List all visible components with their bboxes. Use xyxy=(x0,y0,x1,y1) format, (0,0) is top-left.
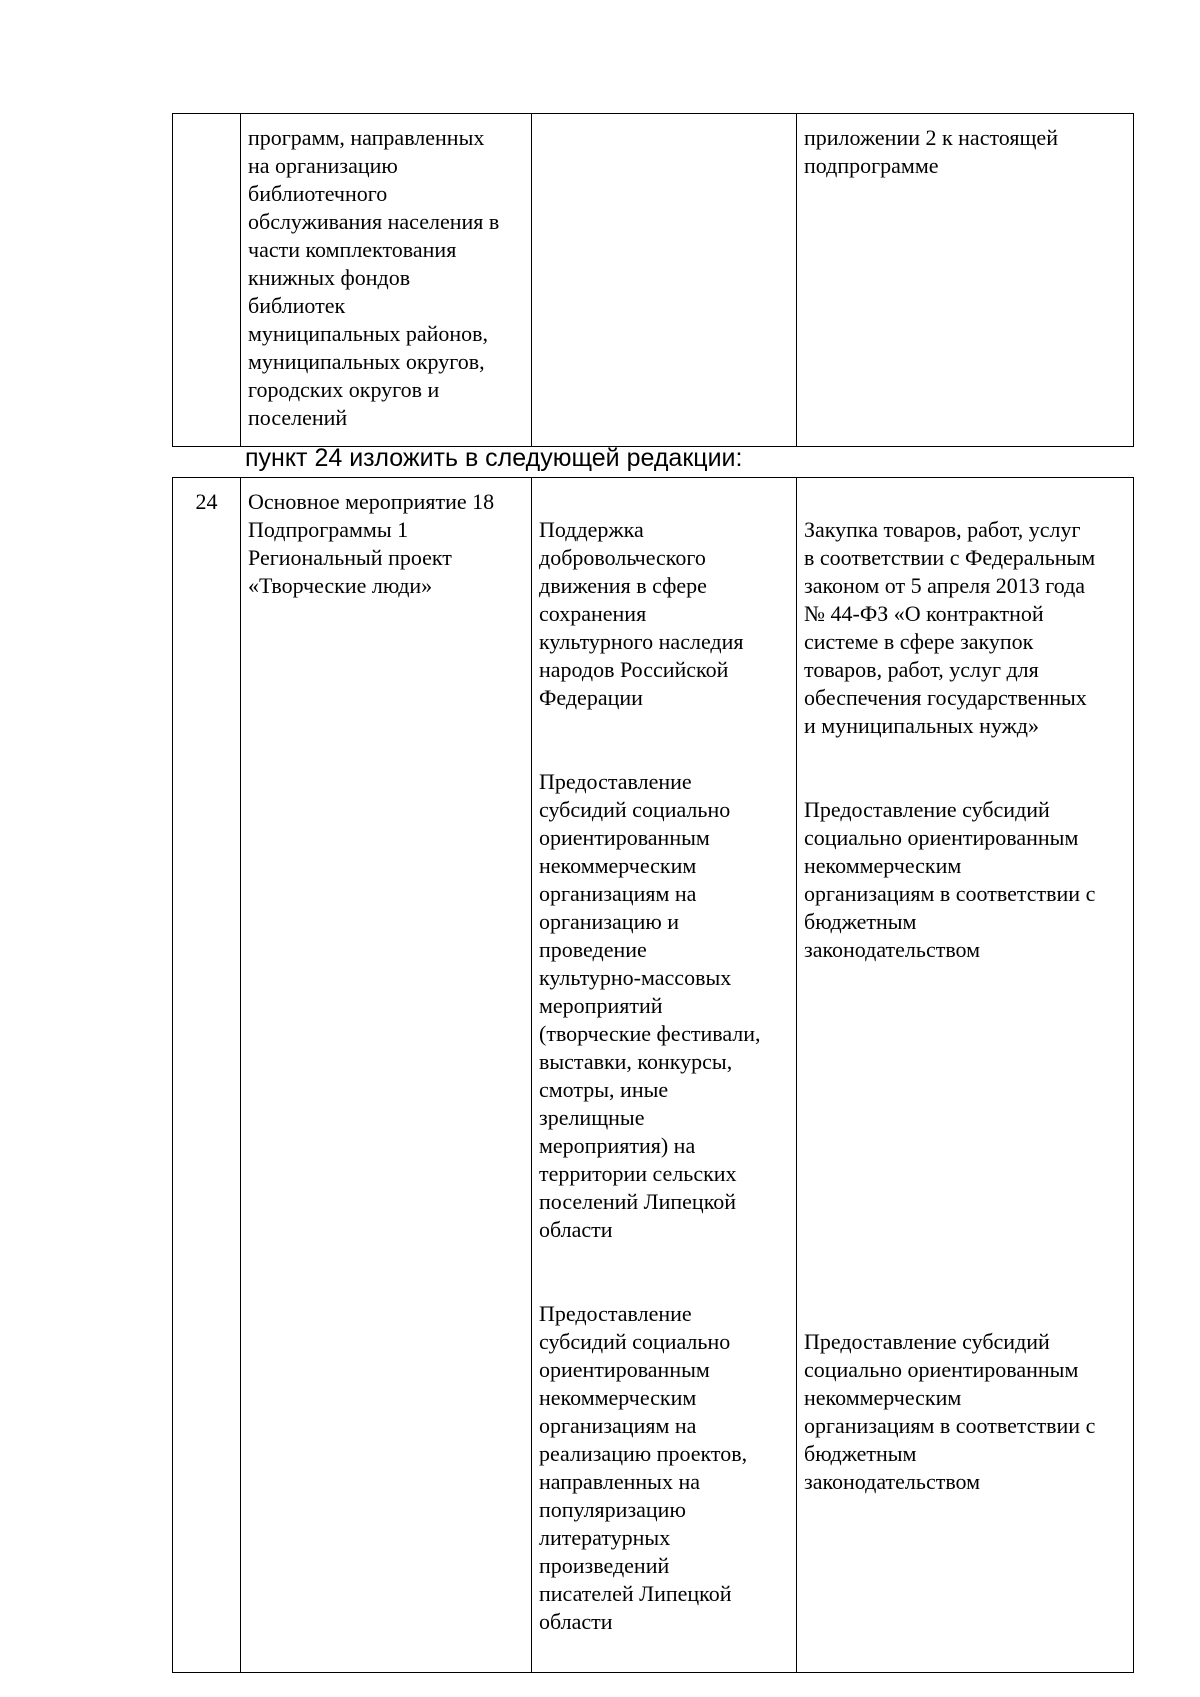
implementation-method-entry: Закупка товаров, работ, услуг в соответствии с Федеральным законом от 5 апреля 2013 года № 44-ФЗ «О контрактной системе в сфере закупок товаров, работ, услуг для обеспечения государственных и муниципальных нужд» xyxy=(804,517,1096,738)
row-number-cell xyxy=(173,114,241,447)
implementation-method-entry: Предоставление субсидий социально ориентированным некоммерческим организациям в соответствии с бюджетным законодательством xyxy=(804,797,1096,962)
table-item-24 xyxy=(172,477,1134,1673)
activity-name-cell xyxy=(532,478,797,1673)
amendment-instruction: пункт 24 изложить в следующей редакции: xyxy=(245,444,743,472)
table-continuation xyxy=(172,113,1134,447)
event-cell: программ, направленных на организацию библиотечного обслуживания населения в части комплектования книжных фондов библиотек муниципальных районов, муниципальных округов, городских округов и поселений xyxy=(241,114,532,447)
implementation-method-cell: приложении 2 к настоящей подпрограмме xyxy=(797,114,1134,447)
activity-name-entry: Поддержка добровольческого движения в сфере сохранения культурного наследия народов Российской Федерации xyxy=(539,517,744,710)
activity-name-entry: Предоставление субсидий социально ориентированным некоммерческим организациям на организацию и проведение культурно-массовых мероприятий (творческие фестивали, выставки, конкурсы, смотры, иные зрелищные мероприятия) на территории сельских поселений Липецкой области xyxy=(539,769,761,1242)
activity-name-entry: Предоставление субсидий социально ориентированным некоммерческим организациям на реализацию проектов, направленных на популяризацию литературных произведений писателей Липецкой области xyxy=(539,1301,748,1634)
table-row xyxy=(173,114,1134,447)
event-cell: Основное мероприятие 18 Подпрограммы 1 Региональный проект «Творческие люди» xyxy=(241,478,532,1673)
implementation-method-cell xyxy=(797,478,1134,1673)
activity-name-cell xyxy=(532,114,797,447)
implementation-method-entry: Предоставление субсидий социально ориентированным некоммерческим организациям в соответствии с бюджетным законодательством xyxy=(804,1329,1096,1494)
row-number-cell: 24 xyxy=(173,478,241,1673)
table-row xyxy=(173,478,1134,1673)
